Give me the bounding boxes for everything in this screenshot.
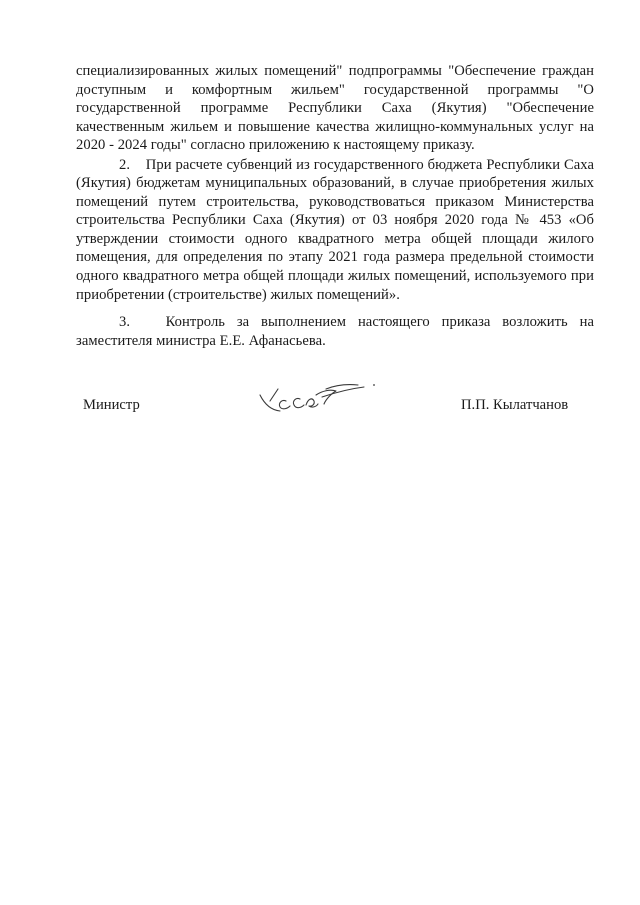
paragraph-item-2: 2. При расчете субвенций из государственного бюджета Республики Саха (Якутия) бюджетам муниципальных образований, в случае приобретения жилых помещений путем строительства, руководствоваться приказом Министерства строительства Республики Саха (Якутия) от 03 ноября 2020 года № 453 «Об утверждении стоимости одного квадратного метра общей площади жилого помещения, для определения по этапу 2021 года размера предельной стоимости одного квадратного метра общей площади жилых помещений, используемого при приобретении (строительстве) жилых помещений».: [76, 156, 594, 303]
signatory-position: Министр: [83, 397, 140, 413]
paragraph-item-3: 3. Контроль за выполнением настоящего приказа возложить на заместителя министра Е.Е. Афанасьева.: [76, 314, 594, 349]
paragraph-continuation: специализированных жилых помещений" подпрограммы "Обеспечение граждан доступным и комфортным жильем" государственной программы "О государственной программе Республики Саха (Якутия) "Обеспечение качественным жильем и повышение качества жилищно-коммунальных услуг на 2020 - 2024 годы" согласно приложению к настоящему приказу.: [76, 63, 594, 154]
handwritten-signature: [252, 377, 382, 421]
signatory-name: П.П. Кылатчанов: [461, 397, 569, 413]
signature-block: [0, 389, 640, 449]
